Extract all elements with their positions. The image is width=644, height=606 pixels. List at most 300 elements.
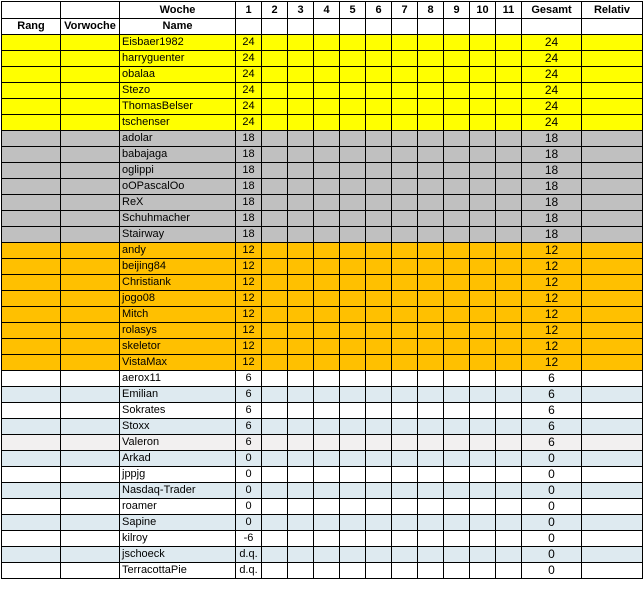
- week-7-points: [392, 195, 418, 211]
- week-1-points: 12: [236, 307, 262, 323]
- header-blank-rang: [2, 2, 61, 19]
- week-7-points: [392, 515, 418, 531]
- week-9-points: [444, 355, 470, 371]
- week-1-points: 12: [236, 259, 262, 275]
- header-week-11: 11: [496, 2, 522, 19]
- header-week-7: 7: [392, 2, 418, 19]
- relativ-cell: [582, 35, 643, 51]
- header-empty: [444, 19, 470, 35]
- player-name: adolar: [120, 131, 236, 147]
- week-9-points: [444, 179, 470, 195]
- vorwoche-cell: [61, 243, 120, 259]
- week-4-points: [314, 339, 340, 355]
- week-3-points: [288, 387, 314, 403]
- week-6-points: [366, 531, 392, 547]
- player-name: obalaa: [120, 67, 236, 83]
- gesamt-points: 18: [522, 195, 582, 211]
- week-10-points: [470, 483, 496, 499]
- relativ-cell: [582, 435, 643, 451]
- week-2-points: [262, 179, 288, 195]
- rang-cell: [2, 147, 61, 163]
- week-1-points: 12: [236, 355, 262, 371]
- week-5-points: [340, 403, 366, 419]
- week-3-points: [288, 211, 314, 227]
- vorwoche-cell: [61, 259, 120, 275]
- relativ-cell: [582, 211, 643, 227]
- table-row: [2, 35, 643, 51]
- player-name: andy: [120, 243, 236, 259]
- week-9-points: [444, 483, 470, 499]
- week-11-points: [496, 403, 522, 419]
- week-8-points: [418, 227, 444, 243]
- header-empty: [418, 19, 444, 35]
- week-8-points: [418, 195, 444, 211]
- week-8-points: [418, 483, 444, 499]
- week-8-points: [418, 339, 444, 355]
- header-blank-vorwoche: [61, 2, 120, 19]
- week-3-points: [288, 147, 314, 163]
- week-9-points: [444, 419, 470, 435]
- week-7-points: [392, 211, 418, 227]
- header-row-name: [2, 19, 643, 35]
- rang-cell: [2, 67, 61, 83]
- gesamt-points: 24: [522, 115, 582, 131]
- week-11-points: [496, 275, 522, 291]
- table-row: [2, 67, 643, 83]
- week-6-points: [366, 99, 392, 115]
- header-vorwoche: Vorwoche: [61, 19, 120, 35]
- table-row: [2, 387, 643, 403]
- week-10-points: [470, 211, 496, 227]
- vorwoche-cell: [61, 115, 120, 131]
- week-5-points: [340, 147, 366, 163]
- week-3-points: [288, 51, 314, 67]
- gesamt-points: 6: [522, 371, 582, 387]
- week-11-points: [496, 243, 522, 259]
- player-name: jschoeck: [120, 547, 236, 563]
- week-10-points: [470, 83, 496, 99]
- vorwoche-cell: [61, 467, 120, 483]
- table-row: [2, 323, 643, 339]
- vorwoche-cell: [61, 419, 120, 435]
- week-11-points: [496, 355, 522, 371]
- relativ-cell: [582, 243, 643, 259]
- week-8-points: [418, 451, 444, 467]
- gesamt-points: 6: [522, 403, 582, 419]
- table-row: [2, 179, 643, 195]
- week-4-points: [314, 147, 340, 163]
- week-4-points: [314, 419, 340, 435]
- player-name: jppjg: [120, 467, 236, 483]
- week-4-points: [314, 163, 340, 179]
- vorwoche-cell: [61, 451, 120, 467]
- week-7-points: [392, 83, 418, 99]
- week-8-points: [418, 99, 444, 115]
- week-11-points: [496, 227, 522, 243]
- gesamt-points: 0: [522, 467, 582, 483]
- week-1-points: 0: [236, 515, 262, 531]
- vorwoche-cell: [61, 515, 120, 531]
- week-11-points: [496, 67, 522, 83]
- week-1-points: 18: [236, 163, 262, 179]
- week-11-points: [496, 483, 522, 499]
- week-9-points: [444, 275, 470, 291]
- week-4-points: [314, 211, 340, 227]
- week-2-points: [262, 163, 288, 179]
- gesamt-points: 12: [522, 291, 582, 307]
- rang-cell: [2, 419, 61, 435]
- vorwoche-cell: [61, 531, 120, 547]
- week-6-points: [366, 291, 392, 307]
- week-3-points: [288, 355, 314, 371]
- week-11-points: [496, 339, 522, 355]
- week-8-points: [418, 211, 444, 227]
- week-10-points: [470, 291, 496, 307]
- week-6-points: [366, 67, 392, 83]
- relativ-cell: [582, 147, 643, 163]
- header-empty: [366, 19, 392, 35]
- week-1-points: 24: [236, 99, 262, 115]
- header-empty: [582, 19, 643, 35]
- week-10-points: [470, 339, 496, 355]
- week-10-points: [470, 531, 496, 547]
- week-3-points: [288, 35, 314, 51]
- vorwoche-cell: [61, 339, 120, 355]
- week-5-points: [340, 67, 366, 83]
- relativ-cell: [582, 467, 643, 483]
- vorwoche-cell: [61, 51, 120, 67]
- week-1-points: 0: [236, 467, 262, 483]
- week-5-points: [340, 291, 366, 307]
- relativ-cell: [582, 291, 643, 307]
- week-7-points: [392, 467, 418, 483]
- week-10-points: [470, 563, 496, 579]
- relativ-cell: [582, 67, 643, 83]
- week-2-points: [262, 67, 288, 83]
- week-3-points: [288, 531, 314, 547]
- week-4-points: [314, 563, 340, 579]
- week-7-points: [392, 371, 418, 387]
- player-name: Sokrates: [120, 403, 236, 419]
- header-empty: [288, 19, 314, 35]
- week-7-points: [392, 275, 418, 291]
- week-1-points: 18: [236, 195, 262, 211]
- week-11-points: [496, 563, 522, 579]
- week-6-points: [366, 147, 392, 163]
- week-4-points: [314, 291, 340, 307]
- week-8-points: [418, 355, 444, 371]
- week-10-points: [470, 515, 496, 531]
- relativ-cell: [582, 515, 643, 531]
- week-8-points: [418, 467, 444, 483]
- week-3-points: [288, 99, 314, 115]
- player-name: babajaga: [120, 147, 236, 163]
- relativ-cell: [582, 371, 643, 387]
- week-9-points: [444, 195, 470, 211]
- table-row: [2, 83, 643, 99]
- table-row: [2, 307, 643, 323]
- header-week-10: 10: [470, 2, 496, 19]
- gesamt-points: 12: [522, 339, 582, 355]
- vorwoche-cell: [61, 387, 120, 403]
- week-5-points: [340, 35, 366, 51]
- rang-cell: [2, 483, 61, 499]
- week-5-points: [340, 307, 366, 323]
- table-row: [2, 211, 643, 227]
- relativ-cell: [582, 387, 643, 403]
- week-9-points: [444, 323, 470, 339]
- relativ-cell: [582, 195, 643, 211]
- week-10-points: [470, 163, 496, 179]
- week-11-points: [496, 515, 522, 531]
- week-3-points: [288, 467, 314, 483]
- week-2-points: [262, 275, 288, 291]
- week-6-points: [366, 515, 392, 531]
- week-4-points: [314, 355, 340, 371]
- rang-cell: [2, 179, 61, 195]
- rang-cell: [2, 307, 61, 323]
- rang-cell: [2, 83, 61, 99]
- week-11-points: [496, 307, 522, 323]
- week-6-points: [366, 227, 392, 243]
- week-7-points: [392, 547, 418, 563]
- rang-cell: [2, 227, 61, 243]
- relativ-cell: [582, 403, 643, 419]
- week-2-points: [262, 131, 288, 147]
- week-9-points: [444, 83, 470, 99]
- week-7-points: [392, 35, 418, 51]
- vorwoche-cell: [61, 291, 120, 307]
- week-1-points: 24: [236, 67, 262, 83]
- gesamt-points: 18: [522, 131, 582, 147]
- week-4-points: [314, 547, 340, 563]
- player-name: kilroy: [120, 531, 236, 547]
- week-3-points: [288, 483, 314, 499]
- header-empty: [470, 19, 496, 35]
- week-6-points: [366, 371, 392, 387]
- week-1-points: 0: [236, 451, 262, 467]
- gesamt-points: 12: [522, 275, 582, 291]
- week-8-points: [418, 419, 444, 435]
- week-1-points: 18: [236, 211, 262, 227]
- week-1-points: 24: [236, 83, 262, 99]
- week-7-points: [392, 291, 418, 307]
- player-name: Sapine: [120, 515, 236, 531]
- vorwoche-cell: [61, 211, 120, 227]
- week-8-points: [418, 435, 444, 451]
- week-8-points: [418, 83, 444, 99]
- week-4-points: [314, 403, 340, 419]
- week-8-points: [418, 275, 444, 291]
- gesamt-points: 6: [522, 435, 582, 451]
- rang-cell: [2, 563, 61, 579]
- player-name: TerracottaPie: [120, 563, 236, 579]
- week-2-points: [262, 259, 288, 275]
- week-5-points: [340, 131, 366, 147]
- player-name: Schuhmacher: [120, 211, 236, 227]
- week-8-points: [418, 115, 444, 131]
- week-1-points: 6: [236, 403, 262, 419]
- week-7-points: [392, 243, 418, 259]
- week-2-points: [262, 435, 288, 451]
- week-9-points: [444, 451, 470, 467]
- week-10-points: [470, 467, 496, 483]
- week-6-points: [366, 435, 392, 451]
- week-5-points: [340, 179, 366, 195]
- week-3-points: [288, 515, 314, 531]
- week-5-points: [340, 467, 366, 483]
- player-name: Emilian: [120, 387, 236, 403]
- header-gesamt: Gesamt: [522, 2, 582, 19]
- week-2-points: [262, 35, 288, 51]
- week-8-points: [418, 531, 444, 547]
- week-7-points: [392, 531, 418, 547]
- week-3-points: [288, 451, 314, 467]
- gesamt-points: 0: [522, 451, 582, 467]
- week-7-points: [392, 115, 418, 131]
- relativ-cell: [582, 131, 643, 147]
- week-7-points: [392, 163, 418, 179]
- gesamt-points: 12: [522, 307, 582, 323]
- week-2-points: [262, 371, 288, 387]
- table-row: [2, 147, 643, 163]
- table-row: [2, 51, 643, 67]
- vorwoche-cell: [61, 547, 120, 563]
- rang-cell: [2, 163, 61, 179]
- week-9-points: [444, 563, 470, 579]
- week-6-points: [366, 323, 392, 339]
- week-1-points: 0: [236, 499, 262, 515]
- week-6-points: [366, 451, 392, 467]
- player-name: oOPascalOo: [120, 179, 236, 195]
- week-5-points: [340, 115, 366, 131]
- week-3-points: [288, 83, 314, 99]
- relativ-cell: [582, 259, 643, 275]
- week-2-points: [262, 195, 288, 211]
- week-4-points: [314, 227, 340, 243]
- vorwoche-cell: [61, 99, 120, 115]
- week-3-points: [288, 403, 314, 419]
- player-name: Stoxx: [120, 419, 236, 435]
- header-empty: [496, 19, 522, 35]
- gesamt-points: 24: [522, 67, 582, 83]
- week-4-points: [314, 67, 340, 83]
- week-8-points: [418, 147, 444, 163]
- week-4-points: [314, 131, 340, 147]
- week-6-points: [366, 563, 392, 579]
- week-5-points: [340, 323, 366, 339]
- week-3-points: [288, 179, 314, 195]
- table-row: [2, 339, 643, 355]
- week-11-points: [496, 115, 522, 131]
- week-5-points: [340, 563, 366, 579]
- week-11-points: [496, 547, 522, 563]
- gesamt-points: 24: [522, 99, 582, 115]
- rang-cell: [2, 51, 61, 67]
- player-name: beijing84: [120, 259, 236, 275]
- week-3-points: [288, 563, 314, 579]
- rang-cell: [2, 115, 61, 131]
- rang-cell: [2, 467, 61, 483]
- week-6-points: [366, 307, 392, 323]
- week-7-points: [392, 419, 418, 435]
- week-5-points: [340, 387, 366, 403]
- week-2-points: [262, 99, 288, 115]
- week-8-points: [418, 51, 444, 67]
- week-9-points: [444, 35, 470, 51]
- week-11-points: [496, 99, 522, 115]
- header-week-4: 4: [314, 2, 340, 19]
- rang-cell: [2, 243, 61, 259]
- week-2-points: [262, 467, 288, 483]
- relativ-cell: [582, 275, 643, 291]
- week-10-points: [470, 259, 496, 275]
- vorwoche-cell: [61, 131, 120, 147]
- week-8-points: [418, 259, 444, 275]
- gesamt-points: 0: [522, 563, 582, 579]
- week-1-points: 12: [236, 339, 262, 355]
- header-empty: [236, 19, 262, 35]
- week-7-points: [392, 435, 418, 451]
- week-10-points: [470, 115, 496, 131]
- week-7-points: [392, 403, 418, 419]
- header-empty: [340, 19, 366, 35]
- week-4-points: [314, 179, 340, 195]
- week-10-points: [470, 307, 496, 323]
- vorwoche-cell: [61, 67, 120, 83]
- week-3-points: [288, 275, 314, 291]
- week-6-points: [366, 131, 392, 147]
- week-8-points: [418, 291, 444, 307]
- header-empty: [262, 19, 288, 35]
- relativ-cell: [582, 83, 643, 99]
- week-1-points: 0: [236, 483, 262, 499]
- week-2-points: [262, 387, 288, 403]
- week-6-points: [366, 275, 392, 291]
- week-7-points: [392, 307, 418, 323]
- table-row: [2, 99, 643, 115]
- table-row: [2, 195, 643, 211]
- week-8-points: [418, 163, 444, 179]
- week-10-points: [470, 387, 496, 403]
- player-name: roamer: [120, 499, 236, 515]
- relativ-cell: [582, 179, 643, 195]
- table-row: [2, 531, 643, 547]
- week-3-points: [288, 371, 314, 387]
- week-3-points: [288, 547, 314, 563]
- week-6-points: [366, 83, 392, 99]
- week-3-points: [288, 259, 314, 275]
- week-4-points: [314, 195, 340, 211]
- week-1-points: 18: [236, 131, 262, 147]
- table-row: [2, 451, 643, 467]
- rang-cell: [2, 259, 61, 275]
- rang-cell: [2, 435, 61, 451]
- week-2-points: [262, 307, 288, 323]
- week-7-points: [392, 259, 418, 275]
- gesamt-points: 18: [522, 179, 582, 195]
- week-9-points: [444, 115, 470, 131]
- header-empty: [392, 19, 418, 35]
- week-6-points: [366, 163, 392, 179]
- week-7-points: [392, 131, 418, 147]
- week-5-points: [340, 355, 366, 371]
- week-4-points: [314, 515, 340, 531]
- week-11-points: [496, 179, 522, 195]
- table-row: [2, 275, 643, 291]
- week-7-points: [392, 387, 418, 403]
- player-name: VistaMax: [120, 355, 236, 371]
